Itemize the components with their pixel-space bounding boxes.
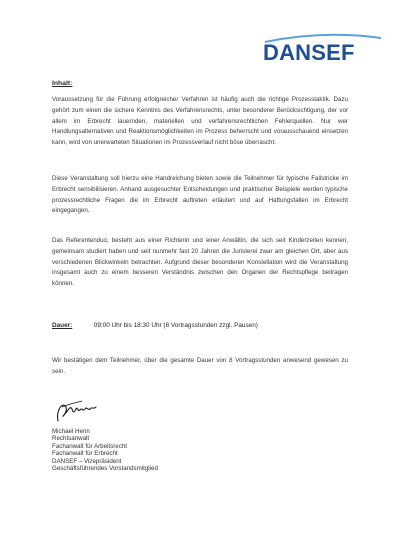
paragraph-3: Das Referentenduo, besteht aus einer Richterin und einer Anwältin, die sich seit Kinderzeiten kennen, gemeinsam studiert haben und seit nunmehr fast 20 Jahren die Juristerei zwar am gleichen Ort, aber aus verschiedenen Blickwinkeln betrachten. Aufgrund dieser besonderen Konstellation wird die Veranstaltung insgesamt auch zu einem besseren Verständnis zwischen den Organen der Rechtspflege beitragen können. bbox=[52, 237, 348, 288]
handwritten-signature bbox=[52, 393, 112, 427]
signer-title-3: Fachanwalt für Erbrecht bbox=[52, 450, 118, 458]
paragraph-1: Voraussetzung für die Führung erfolgreicher Verfahren ist häufig auch die richtige Prozesstaktik. Dazu gehört zum einen die sichere Kenntnis des Verfahrensrechts, unter besonderer Berücksichtigung, der vor allem im Erbrecht lauernden, materiellen und verfahrensrechtlichen Fehlerquellen. Nur wer Handlungsalternativen und Reaktionsmöglichkeiten im Prozess beherrscht und vorausschauend einsetzen kann, wird von unerwarteten Situationen im Prozessverlauf nicht böse überrascht. bbox=[52, 96, 348, 147]
signer-name: Michael Henn bbox=[52, 428, 90, 435]
duration-value: 09:00 Uhr bis 18:30 Uhr (8 Vortragsstunden zzgl. Pausen) bbox=[93, 322, 258, 329]
paragraph-2: Diese Veranstaltung soll hierzu eine Handreichung bieten sowie die Teilnehmer für typische Fallstricke im Erbrecht sensibilisieren. Anhand ausgesuchter Entscheidungen und praktischer Beispiele werden typische prozessrechtliche Fragen die im Erbrecht auftreten erläutert und auf Haftungsfallen im Erbrecht eingegangen. bbox=[52, 175, 348, 215]
signer-title-5: Geschäftsführendes Vorstandsmitglied bbox=[52, 465, 158, 473]
duration-line bbox=[52, 321, 352, 331]
signer-title-1: Rechtsanwalt bbox=[52, 435, 90, 443]
signature-block bbox=[52, 428, 158, 472]
section-heading: Inhalt: bbox=[52, 80, 73, 87]
logo-swoosh-icon bbox=[263, 32, 383, 44]
logo-text: DANSEF bbox=[263, 40, 355, 65]
duration-label: Dauer: bbox=[52, 322, 73, 329]
signer-title-4: DANSEF – Vizepräsident bbox=[52, 457, 122, 465]
signer-title-2: Fachanwalt für Arbeitsrecht bbox=[52, 442, 127, 450]
dansef-logo bbox=[263, 40, 355, 66]
confirmation-paragraph: Wir bestätigen dem Teilnehmer, über die gesamte Dauer von 8 Vortragsstunden anwesend gewesen zu sein. bbox=[52, 357, 348, 375]
